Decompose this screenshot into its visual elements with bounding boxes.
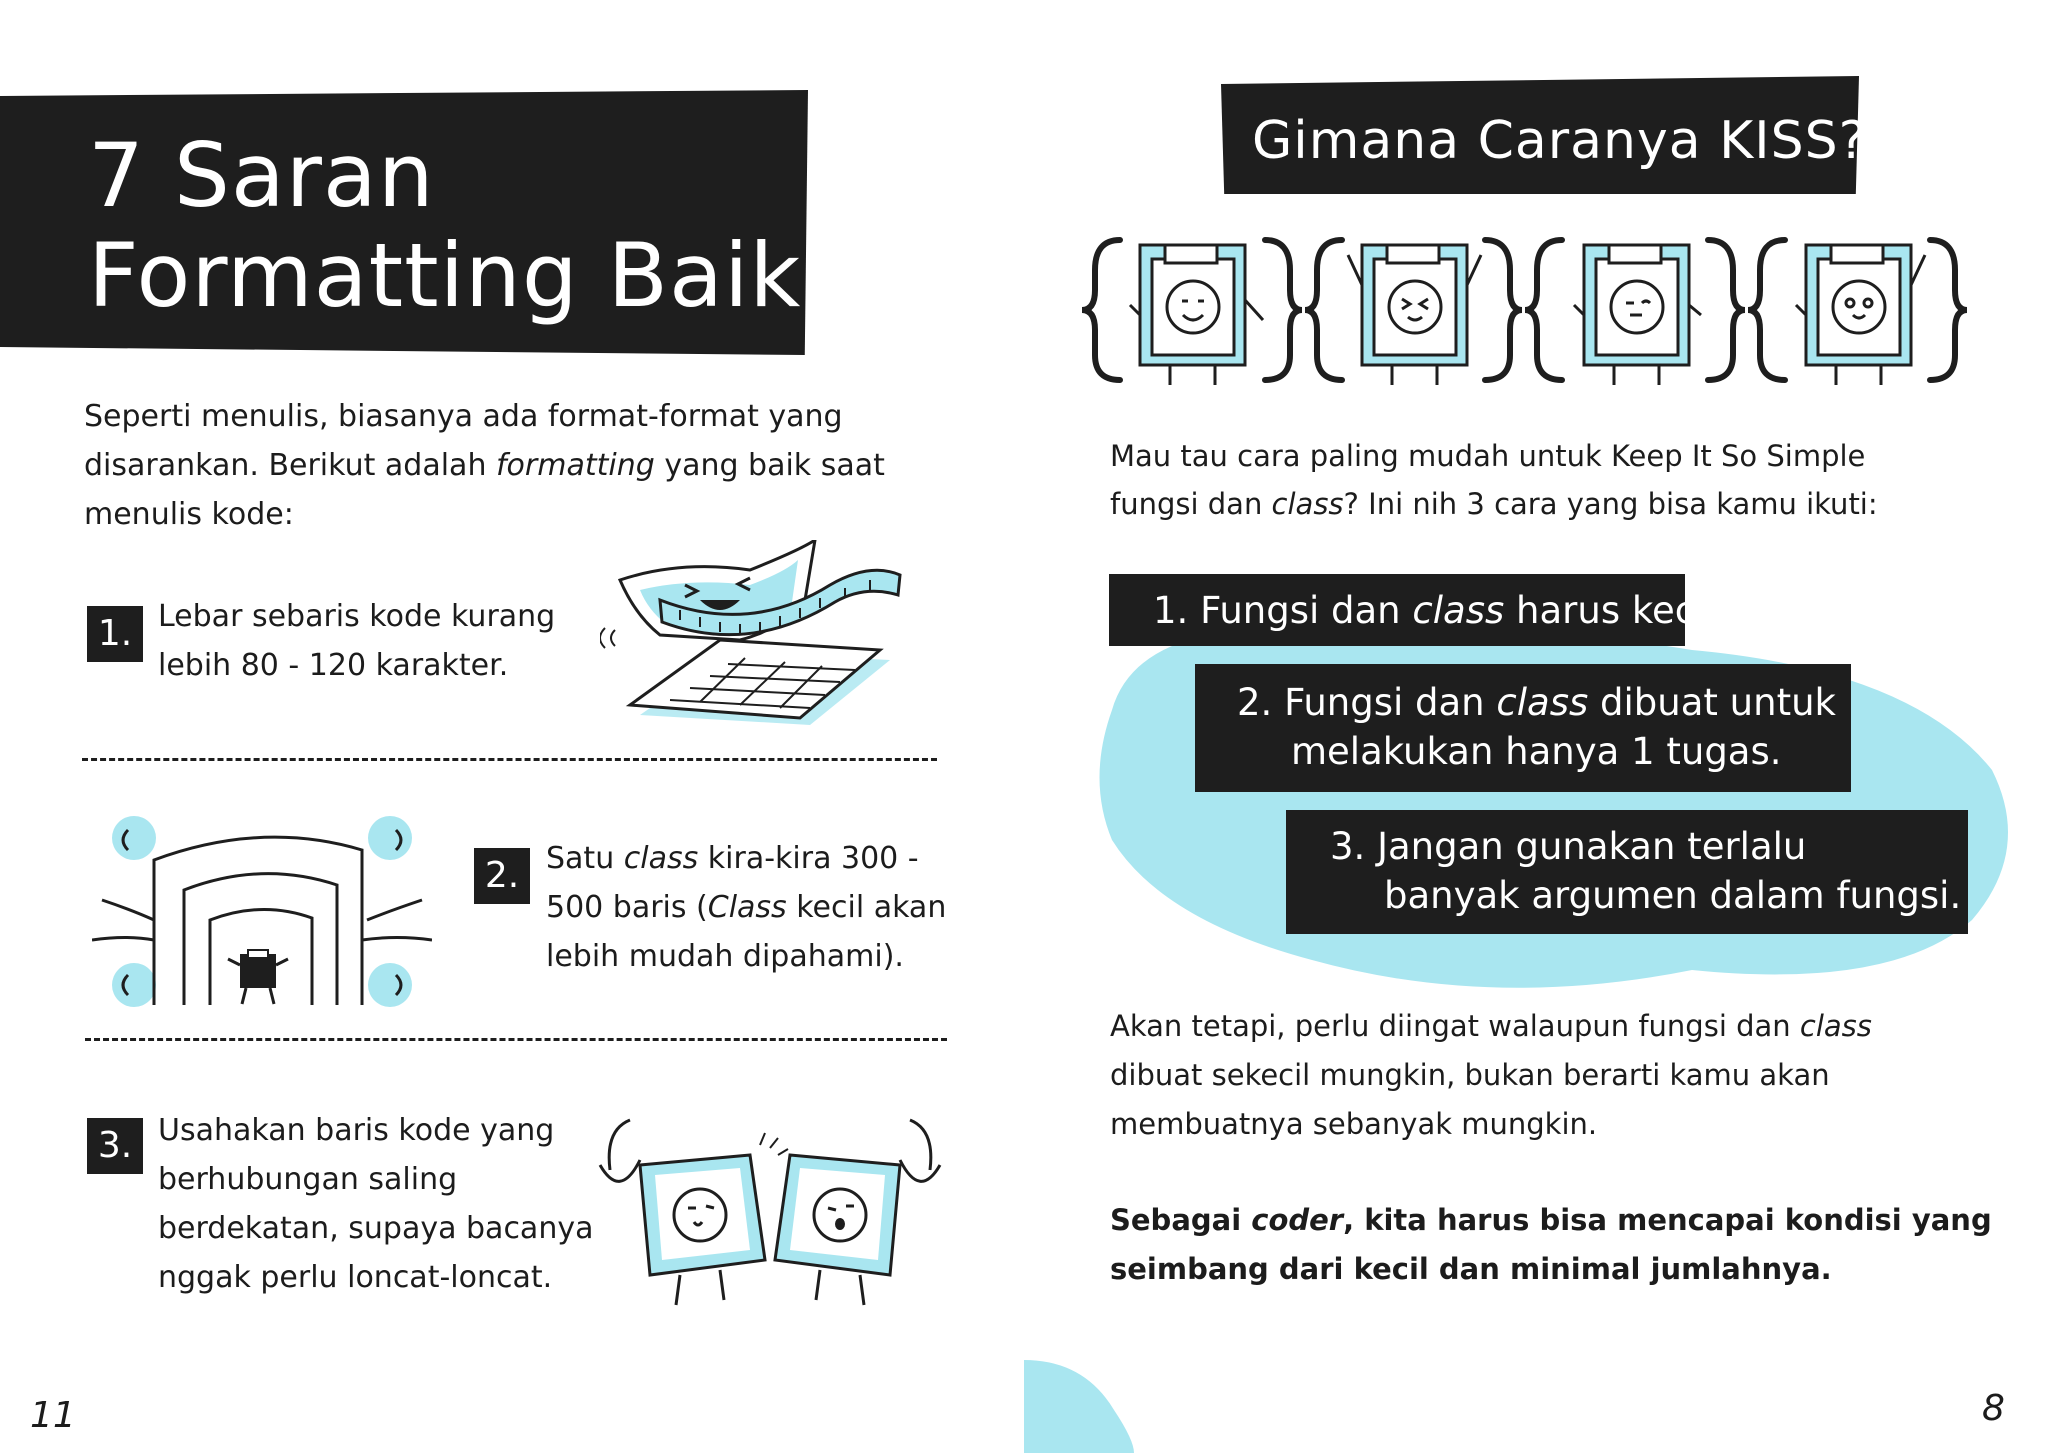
intro-line: Mau tau cara paling mudah untuk Keep It So Simple [1110, 439, 1866, 473]
tip-number-1: 1. [87, 606, 143, 662]
two-files-hugging-icon [590, 1110, 950, 1310]
tip-line: nggak perlu loncat-loncat. [158, 1260, 553, 1295]
right-page [1024, 0, 2048, 1453]
conclusion-line: Sebagai coder, kita harus bisa mencapai kondisi yang [1110, 1203, 1992, 1237]
decorative-blob [1024, 1340, 1144, 1453]
tip-line: Usahakan baris kode yang [158, 1113, 555, 1148]
intro-line: fungsi dan class? Ini nih 3 cara yang bisa kamu ikuti: [1110, 487, 1878, 521]
kiss-rule-3 [1286, 810, 1968, 934]
tip-line: Lebar sebaris kode kurang [158, 599, 556, 634]
intro-line: Seperti menulis, biasanya ada format-format yang [84, 399, 843, 434]
tip-number-2: 2. [474, 848, 530, 904]
rule-line: 2. Fungsi dan class dibuat untuk [1237, 681, 1836, 724]
tip-text-2 [546, 834, 946, 981]
rule-line: banyak argumen dalam fungsi. [1384, 874, 1962, 917]
tip-line: lebih mudah dipahami). [546, 939, 904, 974]
rule-line: melakukan hanya 1 tugas. [1291, 730, 1782, 773]
intro-line: menulis kode: [84, 497, 294, 532]
tip-line: berhubungan saling [158, 1162, 458, 1197]
divider [85, 1038, 947, 1041]
conclusion-line: seimbang dari kecil dan minimal jumlahnya. [1110, 1252, 1832, 1286]
page-number: 11 [30, 1395, 76, 1436]
kiss-conclusion-paragraph [1110, 1196, 1992, 1294]
four-files-in-braces-icon [1080, 225, 2000, 395]
decorative-blob [1072, 590, 2032, 1010]
kiss-note-paragraph [1110, 1002, 1872, 1149]
note-line: membuatnya sebanyak mungkin. [1110, 1107, 1598, 1141]
rule-line: 1. Fungsi dan class harus kecil. [1153, 589, 1728, 632]
intro-line: disarankan. Berikut adalah formatting yang baik saat [84, 448, 885, 483]
kiss-rule-2 [1195, 664, 1851, 792]
divider [82, 758, 937, 761]
rule-line: 3. Jangan gunakan terlalu [1330, 825, 1807, 868]
tip-line: 500 baris (Class kecil akan [546, 890, 947, 925]
kiss-rule-1 [1109, 574, 1728, 646]
tip-line: lebih 80 - 120 karakter. [158, 648, 509, 683]
laptop-measuring-tape-icon [600, 540, 930, 740]
kiss-intro-paragraph [1110, 432, 1878, 528]
page-title-line-2: Formatting Baik [88, 224, 802, 327]
tip-text-3 [158, 1106, 593, 1302]
note-line: dibuat sekecil mungkin, bukan berarti kamu akan [1110, 1058, 1830, 1092]
tip-text-1 [158, 592, 555, 690]
page-title: Gimana Caranya KISS? [1252, 111, 1868, 171]
page-number: 8 [1982, 1388, 2005, 1429]
intro-paragraph [84, 392, 885, 539]
tip-line: berdekatan, supaya bacanya [158, 1211, 594, 1246]
tip-number-3: 3. [87, 1118, 143, 1174]
tip-line: Satu class kira-kira 300 - [546, 841, 919, 876]
note-line: Akan tetapi, perlu diingat walaupun fungsi dan class [1110, 1009, 1872, 1043]
nested-frames-file-icon [92, 800, 432, 1010]
page-title-line-1: 7 Saran [88, 124, 435, 227]
